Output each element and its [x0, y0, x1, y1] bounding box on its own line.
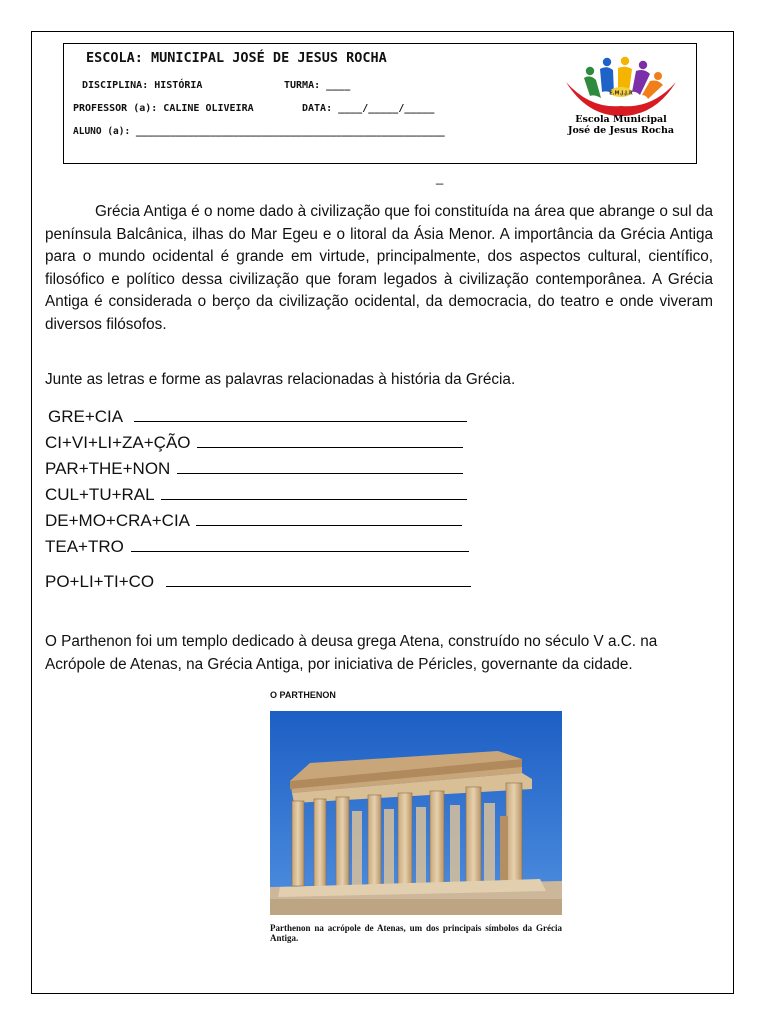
figure-title: O PARTHENON	[270, 690, 336, 700]
separator-dash: _	[436, 170, 444, 185]
word-row	[45, 536, 469, 557]
word-row	[45, 458, 463, 479]
date-label: DATA: ____/_____/_____	[302, 103, 435, 114]
school-title: ESCOLA: MUNICIPAL JOSÉ DE JESUS ROCHA	[86, 50, 387, 66]
answer-line[interactable]	[196, 510, 462, 526]
word-syllables: PO+LI+TI+CO	[45, 572, 155, 591]
word-row	[45, 510, 462, 531]
word-syllables: DE+MO+CRA+CIA	[45, 511, 190, 530]
logo-badge: E.M.J.J.R	[609, 90, 633, 97]
word-row	[45, 432, 463, 453]
answer-line[interactable]	[177, 458, 463, 474]
word-syllables: GRE+CIA	[48, 407, 123, 426]
instruction-text: Junte as letras e forme as palavras relacionadas à história da Grécia.	[45, 371, 516, 388]
word-syllables: PAR+THE+NON	[45, 459, 171, 478]
word-row	[45, 484, 467, 505]
word-syllables: CUL+TU+RAL	[45, 485, 154, 504]
teacher-label: PROFESSOR (a): CALINE OLIVEIRA	[73, 103, 254, 114]
figure-caption: Parthenon na acrópole de Atenas, um dos principais símbolos da Grécia Antiga.	[270, 923, 562, 943]
logo-school-name	[560, 114, 682, 136]
discipline-label: DISCIPLINA: HISTÓRIA	[82, 80, 203, 91]
answer-line[interactable]	[131, 536, 469, 552]
parthenon-photo	[270, 711, 562, 915]
word-row	[48, 406, 467, 427]
word-syllables: CI+VI+LI+ZA+ÇÃO	[45, 433, 191, 452]
word-syllables: TEA+TRO	[45, 537, 124, 556]
answer-line[interactable]	[134, 406, 467, 422]
logo-line-1: Escola Municipal	[575, 114, 667, 125]
parthenon-paragraph: O Parthenon foi um templo dedicado à deusa grega Atena, construído no século V a.C. na Acrópole de Atenas, na Grécia Antiga, por iniciativa de Péricles, governante da cidade.	[45, 633, 658, 673]
word-row	[45, 571, 471, 592]
logo-line-2: José de Jesus Rocha	[567, 125, 675, 136]
answer-line[interactable]	[166, 571, 471, 587]
class-label: TURMA: ____	[284, 80, 351, 91]
answer-line[interactable]	[161, 484, 467, 500]
student-label: ALUNO (a): ______________________________________________________	[73, 126, 445, 137]
answer-line[interactable]	[197, 432, 463, 448]
intro-paragraph: Grécia Antiga é o nome dado à civilização que foi constituída na área que abrange o sul da península Balcânica, ilhas do Mar Egeu e o litoral da Ásia Menor. A importância da Grécia Antiga para o mundo ocidental é grande em virtude, principalmente, dos aspectos cultural, científico, filosófico e político dessa civilização que foram legados à civilização contemporânea. A Grécia Antiga é considerada o berço da civilização ocidental, da democracia, do teatro e onde viveram diversos filósofos.	[45, 203, 713, 333]
